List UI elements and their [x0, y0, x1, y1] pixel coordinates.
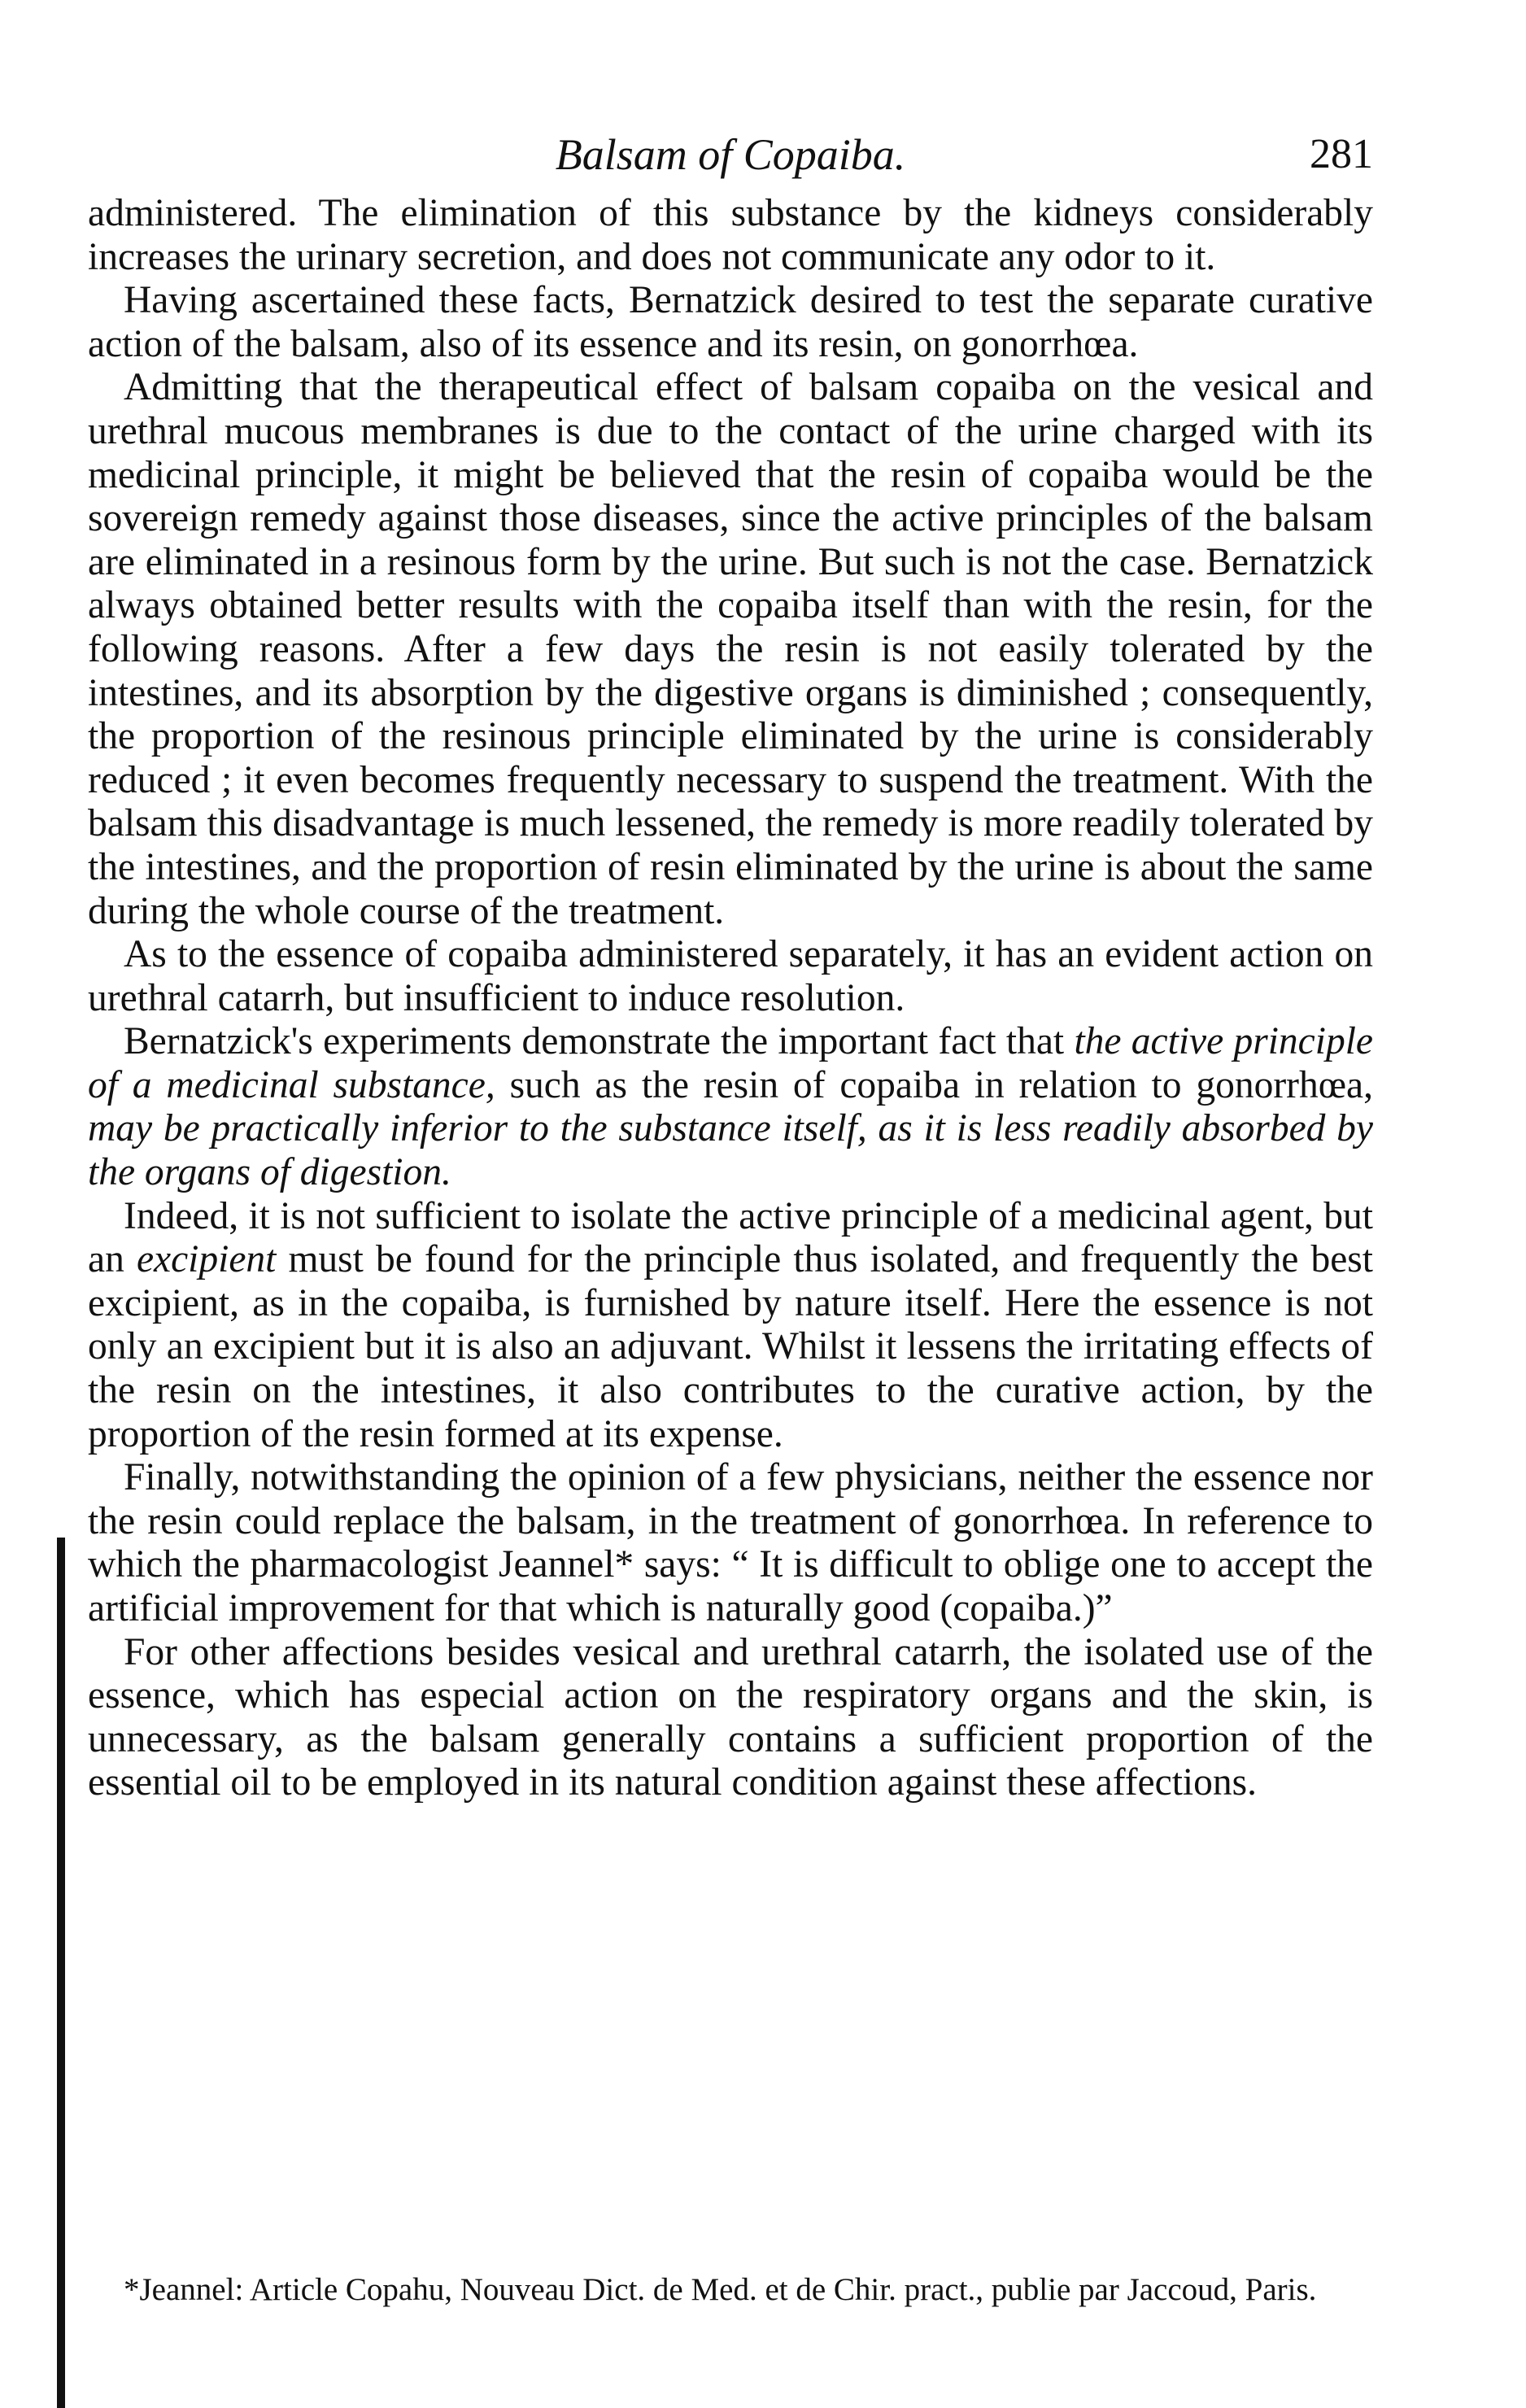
paragraph-6-italic-1: excipient [136, 1238, 277, 1281]
paragraph-5-text-1: Bernatzick's experiments demonstrate the important fact that [124, 1020, 1075, 1063]
paragraph-5-italic-1: the active principle of a medicinal substance, [88, 1020, 1373, 1106]
paragraph-2: Having ascertained these facts, Bernatzick desired to test the separate curative action of the balsam, also of its essence and its resin, on gonorrhœa. [88, 279, 1373, 365]
paragraph-8: For other affections besides vesical and urethral catarrh, the isolated use of the essence, which has especial action on the respiratory organs and the skin, is unnecessary, as the balsam generally contains a sufficient proportion of the essential oil to be employed in its natural condition against these affections. [88, 1630, 1373, 1804]
running-title: Balsam of Copaiba. [555, 130, 906, 179]
paragraph-1: administered. The elimination of this substance by the kidneys considerably increases the urinary secretion, and does not communicate any odor to it. [88, 192, 1373, 278]
paragraph-5 [88, 1020, 1373, 1194]
page-number: 281 [1310, 131, 1373, 177]
paragraph-6-text-1: Indeed, it is not sufficient to isolate the active principle of a medicinal agent, but an [88, 1194, 1373, 1281]
binding-edge-rule [57, 1538, 65, 2408]
paragraph-4: As to the essence of copaiba administered separately, it has an evident action on urethral catarrh, but insufficient to induce resolution. [88, 933, 1373, 1019]
body-text [88, 192, 1373, 1805]
paragraph-6-text-2: must be found for the principle thus isolated, and frequently the best excipient, as in the copaiba, is furnished by nature itself. Here the essence is not only an excipient but it is also an adjuvant. Whilst it lessens the irritating effects of the resin on the intestines, it also contributes to the curative action, by the proportion of the resin formed at its expense. [88, 1238, 1373, 1455]
paragraph-5-italic-2: may be practically inferior to the substance itself, as it is less readily absorbed by the organs of digestion. [88, 1107, 1373, 1194]
paragraph-3: Admitting that the therapeutical effect of balsam copaiba on the vesical and urethral mucous membranes is due to the contact of the urine charged with its medicinal principle, it might be believed that the resin of copaiba would be the sovereign remedy against those diseases, since the active principles of the balsam are eliminated in a resinous form by the urine. But such is not the case. Bernatzick always obtained better results with the copaiba itself than with the resin, for the following reasons. After a few days the resin is not easily tolerated by the intestines, and its absorption by the digestive organs is diminished ; consequently, the proportion of the resinous principle eliminated by the urine is considerably reduced ; it even becomes frequently necessary to suspend the treatment. With the balsam this disadvantage is much lessened, the remedy is more readily tolerated by the intestines, and the proportion of resin eliminated by the urine is about the same during the whole course of the treatment. [88, 366, 1373, 932]
paragraph-7: Finally, notwithstanding the opinion of a few physicians, neither the essence nor the resin could replace the balsam, in the treatment of gonorrhœa. In reference to which the pharmacologist Jeannel* says: “ It is difficult to oblige one to accept the artificial improvement for that which is naturally good (copaiba.)” [88, 1456, 1373, 1629]
paragraph-6 [88, 1195, 1373, 1457]
page-header [88, 122, 1373, 187]
paragraph-5-text-2: such as the resin of copaiba in relation to gonorrhœa, [495, 1063, 1373, 1106]
footnote: *Jeannel: Article Copahu, Nouveau Dict. de Med. et de Chir. pract., publie par Jaccoud, Paris. [124, 2272, 1317, 2307]
